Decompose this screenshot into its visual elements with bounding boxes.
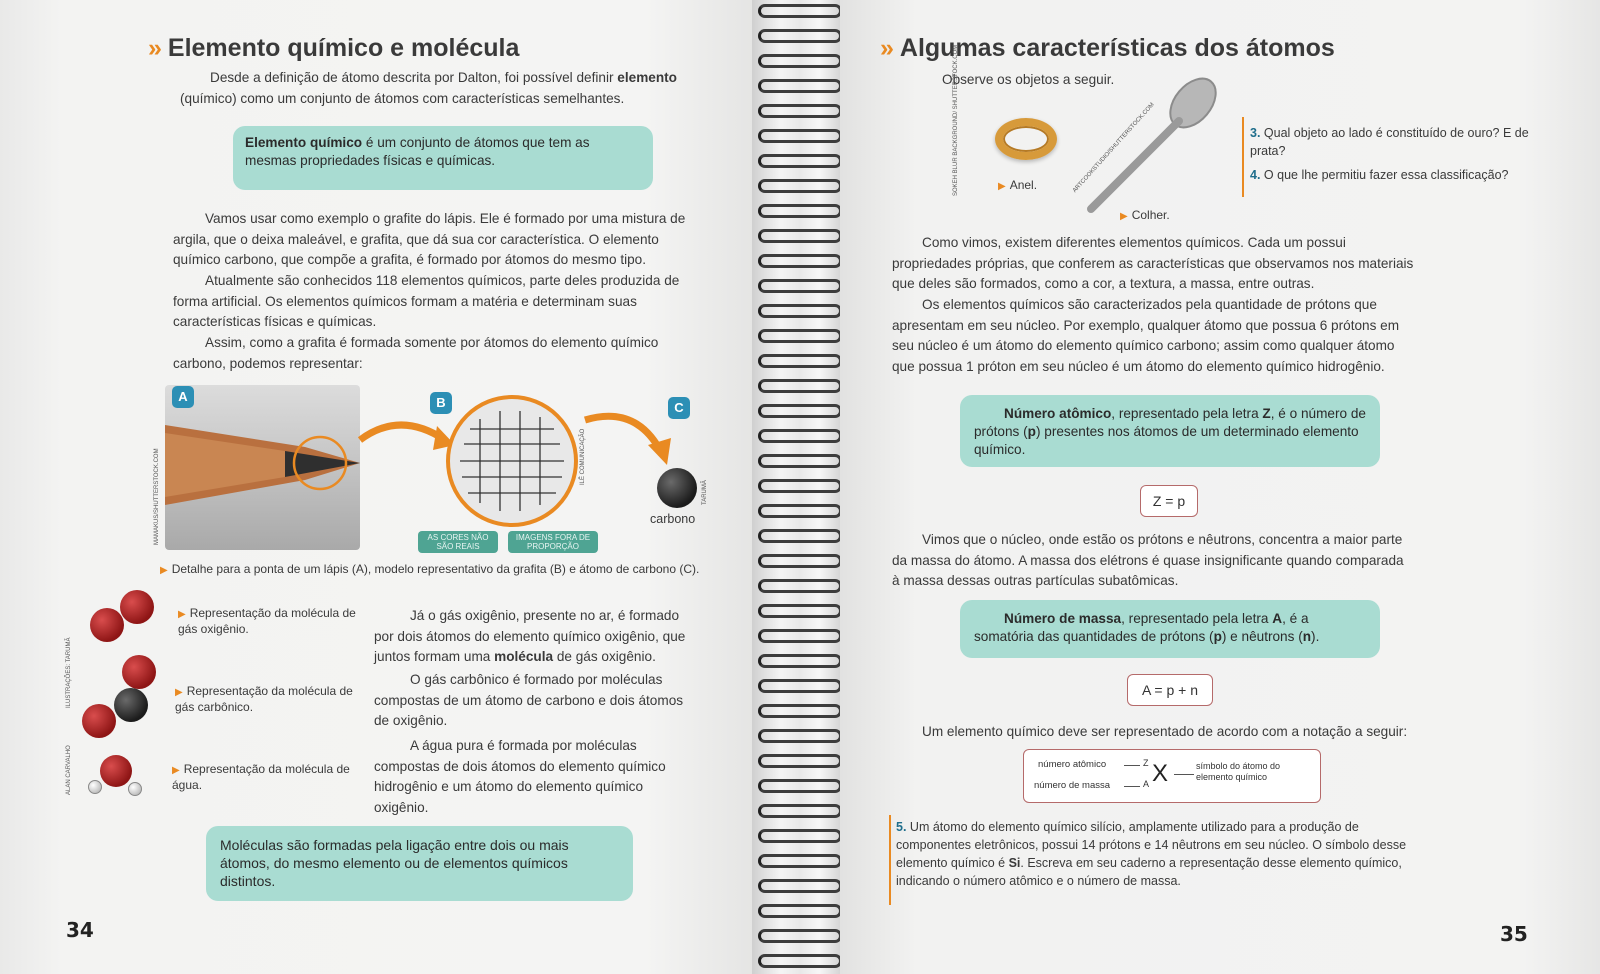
tag-colors-not-real: AS CORES NÃO SÃO REAIS bbox=[418, 531, 498, 553]
spiral-ring bbox=[758, 629, 842, 643]
spiral-ring bbox=[758, 129, 842, 143]
triangle-bullet-icon: ▶ bbox=[175, 687, 183, 698]
graphite-model bbox=[446, 395, 578, 527]
spoon-credit: ARTCOOKSTUDIO/SHUTTERSTOCK.COM bbox=[1072, 101, 1156, 195]
spiral-ring bbox=[758, 54, 842, 68]
co2-carbon bbox=[114, 688, 148, 722]
pencil-photo bbox=[165, 385, 360, 550]
spiral-ring bbox=[758, 79, 842, 93]
notation-z: Z bbox=[1143, 758, 1149, 768]
definition-box-molecule: Moléculas são formadas pela ligação entre dois ou mais átomos, do mesmo elemento ou de elementos químicos distintos. bbox=[206, 826, 633, 901]
triangle-bullet-icon: ▶ bbox=[998, 181, 1006, 192]
spiral-ring bbox=[758, 804, 842, 818]
page-number-right: 35 bbox=[1500, 922, 1528, 946]
notation-symbol-label: símbolo do átomo do elemento químico bbox=[1196, 761, 1281, 782]
o2-atom-1 bbox=[120, 590, 154, 624]
h2o-hydrogen-2 bbox=[128, 782, 142, 796]
intro-text: Observe os objetos a seguir. bbox=[942, 72, 1115, 87]
right-page-title: » Algumas características dos átomos bbox=[880, 34, 1335, 62]
definition-box-mass-number: Número de massa, representado pela letra A, é a somatória das quantidades de prótons (p) e nêutrons (n). bbox=[960, 600, 1380, 658]
spiral-ring bbox=[758, 479, 842, 493]
paragraph-graphite-representation: Assim, como a grafita é formada somente por átomos do elemento químico carbono, podemos representar: bbox=[173, 335, 659, 371]
paragraph-co2: O gás carbônico é formado por moléculas compostas de um átomo de carbono e dois átomos de oxigênio. bbox=[374, 672, 684, 728]
spiral-ring bbox=[758, 429, 842, 443]
h2o-caption: ▶ Representação da molécula de água. bbox=[172, 762, 350, 792]
spiral-ring bbox=[758, 529, 842, 543]
spiral-ring bbox=[758, 679, 842, 693]
figure-caption: ▶ Detalhe para a ponta de um lápis (A), modelo representativo da grafita (B) e átomo de carbono (C). bbox=[160, 562, 700, 576]
paragraph-notation: Um elemento químico deve ser representado de acordo com a notação a seguir: bbox=[922, 724, 1408, 739]
notation-x: X bbox=[1152, 760, 1169, 787]
atom-credit: TARUMÃ bbox=[702, 480, 708, 505]
silver-spoon-image bbox=[1075, 75, 1225, 220]
spiral-ring bbox=[758, 379, 842, 393]
question-5-divider bbox=[889, 815, 891, 905]
definition-box-atomic-number: Número atômico, representado pela letra Z, é o número de prótons (p) presentes nos átomos de um determinado elemento químico. bbox=[960, 395, 1380, 467]
ring-label: ▶ Anel. bbox=[998, 178, 1038, 192]
graphite-lattice-icon bbox=[450, 399, 574, 523]
paragraph-protons: Os elementos químicos são caracterizados pela quantidade de prótons que apresentam em seu núcleo. Por exemplo, qualquer átomo que possua 6 prótons em seu núcleo é um átomo do elemento químico carbono; assim como qualquer átomo que possua 1 próton em seu núcleo é um átomo do elemento químico hidrogênio. bbox=[892, 297, 1400, 374]
spiral-ring bbox=[758, 654, 842, 668]
spiral-ring bbox=[758, 229, 842, 243]
notation-mass-label: número de massa bbox=[1034, 780, 1111, 791]
spiral-ring bbox=[758, 704, 842, 718]
spiral-ring bbox=[758, 954, 842, 968]
alan-credit: ALAN CARVALHO bbox=[66, 745, 72, 795]
carbon-atom bbox=[657, 468, 697, 508]
carbon-label: carbono bbox=[650, 512, 696, 526]
paragraph-water: A água pura é formada por moléculas compostas de dois átomos do elemento químico hidrogênio e um átomo do elemento químico oxigênio. bbox=[374, 738, 666, 815]
spiral-ring bbox=[758, 304, 842, 318]
triangle-bullet-icon: ▶ bbox=[1120, 211, 1128, 222]
notation-line-symbol bbox=[1174, 774, 1194, 775]
spiral-ring bbox=[758, 779, 842, 793]
spiral-ring bbox=[758, 729, 842, 743]
spiral-ring bbox=[758, 904, 842, 918]
notation-line-atomic bbox=[1124, 765, 1140, 766]
o2-atom-2 bbox=[90, 608, 124, 642]
question-4: 4. O que lhe permitiu fazer essa classificação? bbox=[1250, 168, 1509, 182]
spiral-ring bbox=[758, 829, 842, 843]
paragraph-mass: Vimos que o núcleo, onde estão os prótons e nêutrons, concentra a maior parte da massa do átomo. A massa dos elétrons é quase insignificante quando comparada à massa dessas outras partículas subatômicas. bbox=[892, 532, 1404, 588]
spiral-ring bbox=[758, 504, 842, 518]
spiral-ring bbox=[758, 579, 842, 593]
spiral-ring bbox=[758, 554, 842, 568]
spiral-ring bbox=[758, 754, 842, 768]
photo-credit: MAMAKUS/SHUTTERSTOCK.COM bbox=[154, 448, 160, 545]
spiral-ring bbox=[758, 929, 842, 943]
paragraph-oxygen: Já o gás oxigênio, presente no ar, é formado por dois átomos do elemento químico oxigênio, que juntos formam uma molécula de gás oxigênio. bbox=[374, 608, 686, 664]
spiral-ring bbox=[758, 404, 842, 418]
figure-label-a: A bbox=[172, 386, 194, 408]
paragraph-graphite: Vamos usar como exemplo o grafite do lápis. Ele é formado por uma mistura de argila, que o deixa maleável, e grafita, que dá sua cor característica. O elemento químico carbono, que compõe a grafita, é formado por átomos do mesmo tipo. bbox=[173, 211, 686, 267]
spiral-ring bbox=[758, 454, 842, 468]
spiral-ring bbox=[758, 604, 842, 618]
spiral-ring bbox=[758, 254, 842, 268]
paragraph-118-elements: Atualmente são conhecidos 118 elementos químicos, parte deles produzida de forma artificial. Os elementos químicos formam a matéria e determinam suas características físicas e químicas. bbox=[173, 273, 680, 329]
spiral-ring bbox=[758, 879, 842, 893]
model-credit: ILÊ COMUNICAÇÃO bbox=[580, 428, 586, 485]
spoon-label: ▶ Colher. bbox=[1120, 208, 1170, 222]
co2-caption: ▶ Representação da molécula de gás carbônico. bbox=[175, 684, 353, 714]
figure-label-c: C bbox=[668, 397, 690, 419]
spiral-ring bbox=[758, 354, 842, 368]
spiral-ring bbox=[758, 854, 842, 868]
co2-oxygen-1 bbox=[122, 655, 156, 689]
spiral-ring bbox=[758, 4, 842, 18]
question-3: 3. Qual objeto ao lado é constituído de ouro? E de prata? bbox=[1250, 126, 1529, 158]
spiral-ring bbox=[758, 154, 842, 168]
notation-line-mass bbox=[1124, 786, 1140, 787]
h2o-hydrogen-1 bbox=[88, 780, 102, 794]
chevron-icon: » bbox=[148, 34, 156, 62]
spiral-ring bbox=[758, 179, 842, 193]
left-page bbox=[0, 0, 760, 974]
formula-a-equals-p-plus-n: A = p + n bbox=[1127, 674, 1213, 706]
definition-box-element: Elemento químico é um conjunto de átomos que tem as mesmas propriedades físicas e químicas. bbox=[233, 126, 653, 190]
left-page-title: » Elemento químico e molécula bbox=[148, 34, 520, 62]
notation-diagram bbox=[1023, 749, 1321, 803]
h2o-oxygen bbox=[100, 755, 132, 787]
right-page bbox=[840, 0, 1600, 974]
triangle-bullet-icon: ▶ bbox=[172, 765, 180, 776]
spiral-ring bbox=[758, 204, 842, 218]
paragraph-element-definition: Desde a definição de átomo descrita por Dalton, foi possível definir elemento (químico) como um conjunto de átomos com características semelhantes. bbox=[180, 70, 677, 106]
o2-caption: ▶ Representação da molécula de gás oxigênio. bbox=[178, 606, 356, 636]
page-number-left: 34 bbox=[66, 918, 94, 942]
spiral-ring bbox=[758, 104, 842, 118]
formula-z-equals-p: Z = p bbox=[1140, 485, 1198, 517]
questions-divider bbox=[1242, 117, 1244, 197]
illustration-credit: ILUSTRAÇÕES: TARUMÃ bbox=[66, 637, 72, 708]
paragraph-properties: Como vimos, existem diferentes elementos químicos. Cada um possui propriedades próprias, que conferem as características que observamos nos materiais que deles são formados, como a cor, a textura, a massa, entre outras. bbox=[892, 235, 1414, 291]
triangle-bullet-icon: ▶ bbox=[178, 609, 186, 620]
spiral-ring bbox=[758, 29, 842, 43]
question-5: 5. Um átomo do elemento químico silício, amplamente utilizado para a produção de componentes eletrônicos, possui 14 prótons e 14 nêutrons em seu núcleo. O símbolo desse elemento químico é Si. Escreva em seu caderno a representação desse elemento químico, indicando o número atômico e o número de massa. bbox=[896, 820, 1407, 888]
chevron-icon: » bbox=[880, 34, 888, 62]
triangle-bullet-icon: ▶ bbox=[160, 565, 168, 576]
spiral-binding bbox=[752, 0, 848, 974]
ring-credit: SOKEH BLUR BACKGROUND/ SHUTTERSTOCK.COM bbox=[953, 44, 959, 196]
spiral-ring bbox=[758, 279, 842, 293]
co2-oxygen-2 bbox=[82, 704, 116, 738]
notation-a: A bbox=[1143, 779, 1150, 789]
pencil-tip-image bbox=[165, 385, 360, 550]
spiral-ring bbox=[758, 329, 842, 343]
figure-label-b: B bbox=[430, 392, 452, 414]
gold-ring-image bbox=[995, 118, 1057, 160]
notation-atomic-label: número atômico bbox=[1038, 759, 1107, 770]
tag-out-of-proportion: IMAGENS FORA DE PROPORÇÃO bbox=[508, 531, 598, 553]
